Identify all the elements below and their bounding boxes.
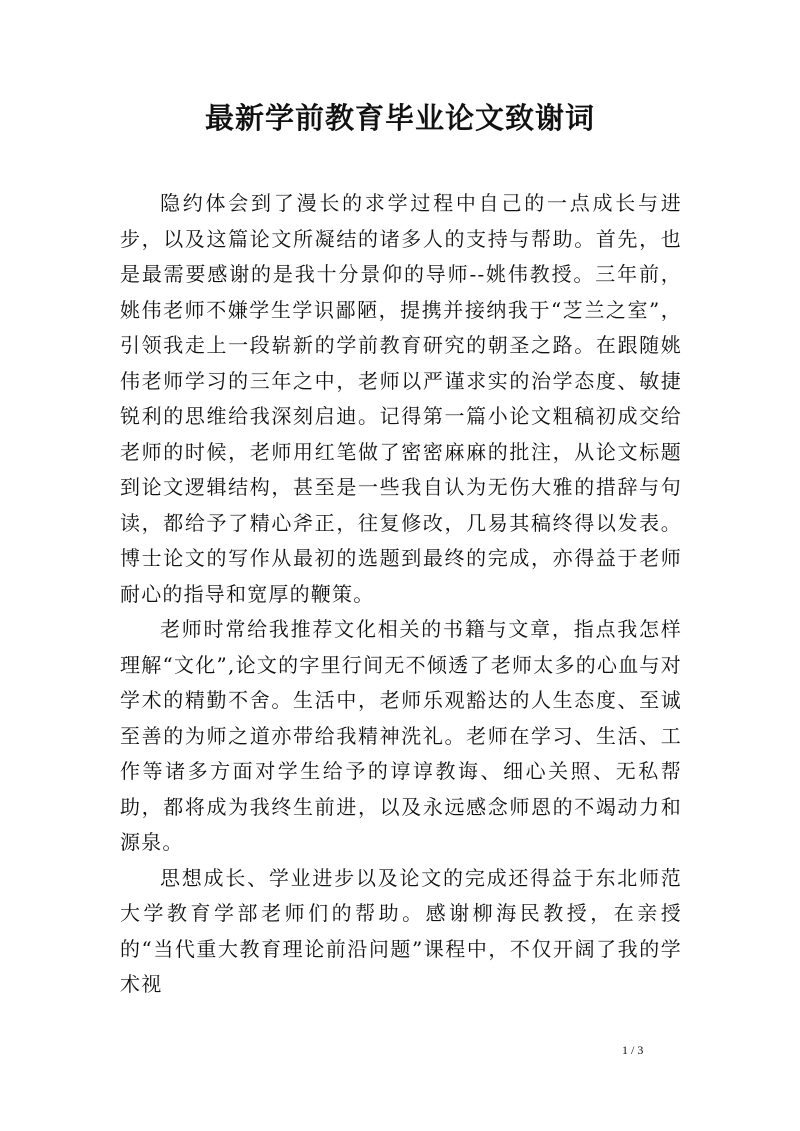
document-body: [120, 186, 682, 1003]
paragraph-2: 老师时常给我推荐文化相关的书籍与文章，指点我怎样理解“文化”,论文的字里行间无不倾透了老师太多的心血与对学术的精勤不舍。生活中，老师乐观豁达的人生态度、至诚至善的为师之道亦带给我精神洗礼。老师在学习、生活、工作等诸多方面对学生给予的谆谆教诲、细心关照、无私帮助，都将成为我终生前进，以及永远感念师恩的不竭动力和源泉。: [120, 617, 682, 854]
paragraph-1: 隐约体会到了漫长的求学过程中自己的一点成长与进步，以及这篇论文所凝结的诸多人的支持与帮助。首先，也是最需要感谢的是我十分景仰的导师--姚伟教授。三年前，姚伟老师不嫌学生学识鄙陋，提携并接纳我于“芝兰之室”，引领我走上一段崭新的学前教育研究的朝圣之路。在跟随姚伟老师学习的三年之中，老师以严谨求实的治学态度、敏捷锐利的思维给我深刻启迪。记得第一篇小论文粗稿初成交给老师的时候，老师用红笔做了密密麻麻的批注，从论文标题到论文逻辑结构，甚至是一些我自认为无伤大雅的措辞与句读，都给予了精心斧正，往复修改，几易其稿终得以发表。博士论文的写作从最初的选题到最终的完成，亦得益于老师耐心的指导和宽厚的鞭策。: [120, 191, 682, 606]
paragraph-3: 思想成长、学业进步以及论文的完成还得益于东北师范大学教育学部老师们的帮助。感谢柳海民教授，在亲授的“当代重大教育理论前沿问题”课程中，不仅开阔了我的学术视: [120, 865, 682, 996]
document-title: 最新学前教育毕业论文致谢词: [204, 101, 595, 135]
page-number: 1 / 3: [622, 1043, 644, 1057]
